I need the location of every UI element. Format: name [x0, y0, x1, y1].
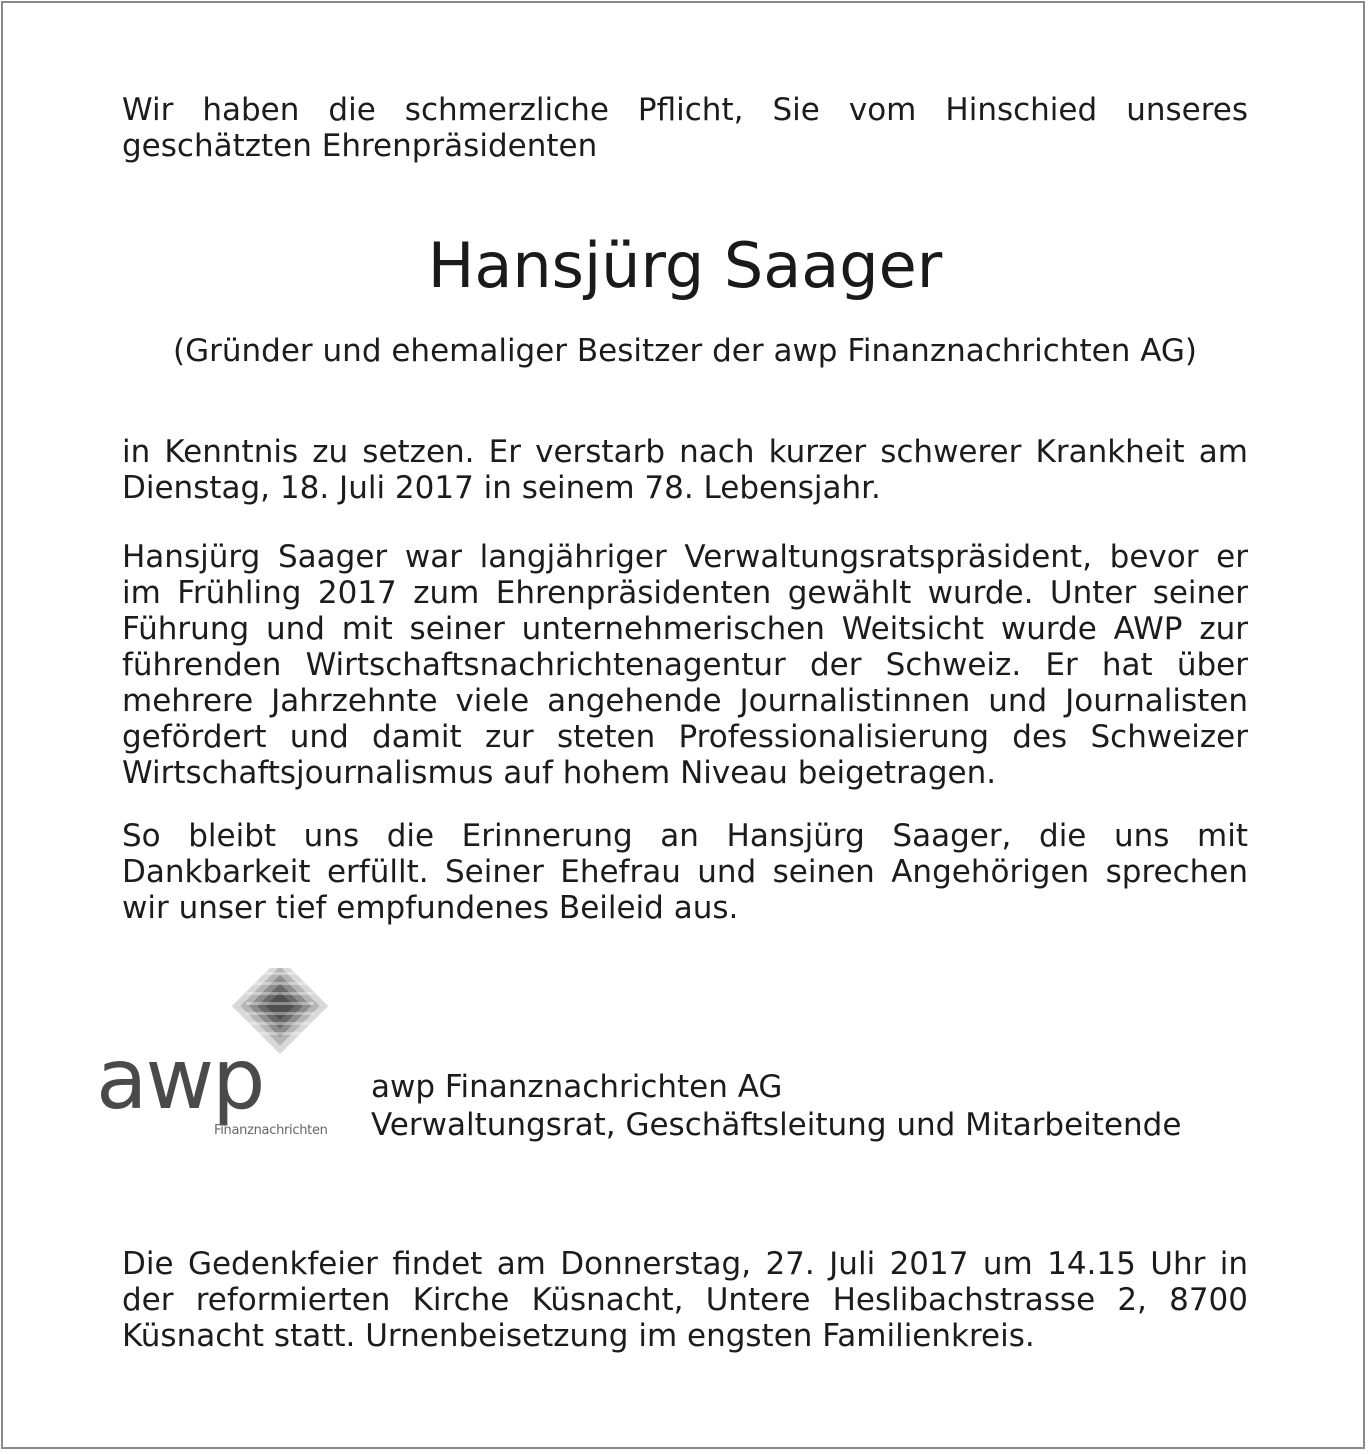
signature-block: [371, 1068, 1181, 1144]
signature-company: awp Finanznachrichten AG: [371, 1069, 783, 1105]
awp-logo-subtitle: Finanznachrichten: [214, 1123, 328, 1138]
deceased-name: Hansjürg Saager: [427, 229, 943, 302]
death-notice-paragraph: in Kenntnis zu setzen. Er verstarb nach kurzer schwerer Krankheit am Dienstag, 18. Juli 2017 in seinem 78. Lebensjahr.: [122, 434, 1248, 506]
intro-text: Wir haben die schmerzliche Pflicht, Sie vom Hinschied unseres geschätzten Ehrenpräsidenten: [122, 92, 1248, 164]
biography-paragraph: Hansjürg Saager war langjähriger Verwaltungsratspräsident, bevor er im Frühling 2017 zum Ehrenpräsidenten gewählt wurde. Unter seiner Führung und mit seiner unternehmerischen Weitsicht wurde AWP zur führenden Wirtschaftsnachrichtenagentur der Schweiz. Er hat über mehrere Jahrzehnte viele angehende Journalistinnen und Journalisten gefördert und damit zur steten Professionalisierung des Schweizer Wirtschaftsjournalismus auf hohem Niveau beigetragen.: [122, 539, 1248, 791]
signature-departments: Verwaltungsrat, Geschäftsleitung und Mitarbeitende: [371, 1107, 1182, 1143]
awp-logo-wordmark: awp: [96, 1030, 264, 1128]
condolence-paragraph: So bleibt uns die Erinnerung an Hansjürg Saager, die uns mit Dankbarkeit erfüllt. Seiner Ehefrau und seinen Angehörigen sprechen wir unser tief empfundenes Beileid aus.: [122, 818, 1248, 926]
deceased-role: (Gründer und ehemaliger Besitzer der awp Finanznachrichten AG): [173, 333, 1197, 369]
memorial-service-paragraph: Die Gedenkfeier findet am Donnerstag, 27. Juli 2017 um 14.15 Uhr in der reformierten Kirche Küsnacht, Untere Heslibachstrasse 2, 8700 Küsnacht statt. Urnenbeisetzung im engsten Familienkreis.: [122, 1246, 1248, 1354]
